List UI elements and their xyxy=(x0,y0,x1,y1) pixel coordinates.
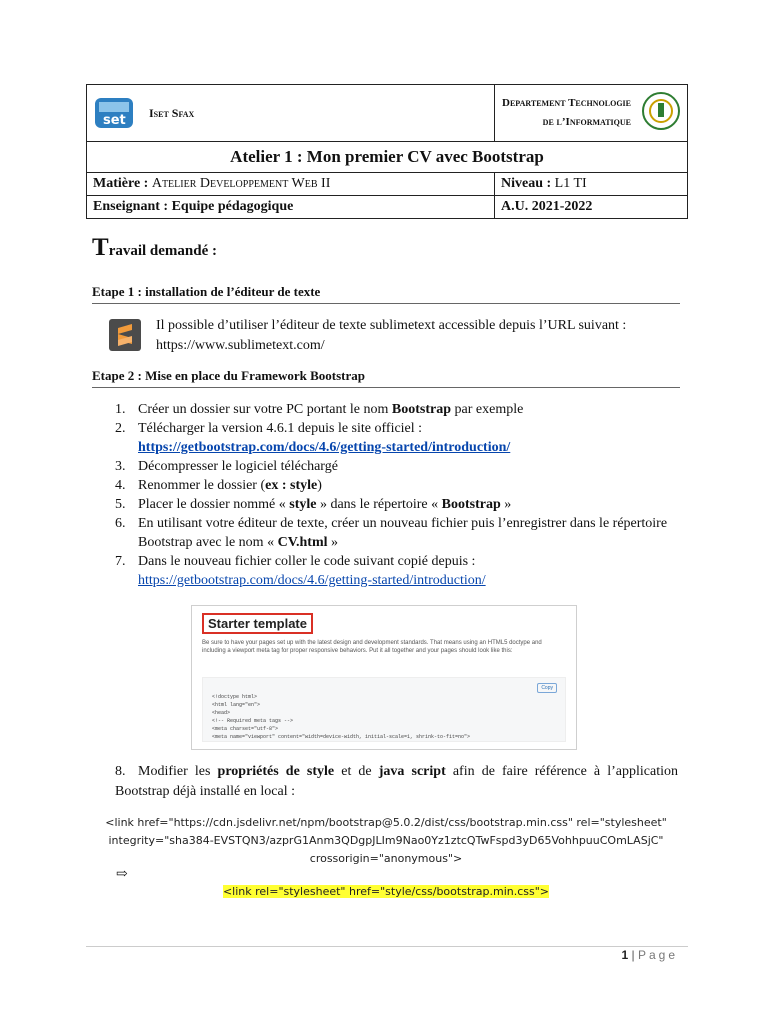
list-item xyxy=(115,476,680,495)
list-item xyxy=(115,514,680,552)
step-number: 3. xyxy=(115,459,126,474)
step-number: 1. xyxy=(115,402,126,417)
step-bold: style xyxy=(289,497,317,512)
page-number: 1 xyxy=(621,948,629,962)
starter-template-screenshot xyxy=(191,605,577,750)
header-left-cell xyxy=(87,85,495,142)
department-line1: Departement Technologie xyxy=(502,97,631,109)
list-item xyxy=(115,552,680,590)
step-text: et de xyxy=(334,764,379,779)
niveau-value: L1 TI xyxy=(554,176,587,191)
matiere-label: Matière : xyxy=(93,176,149,191)
etape2-title: Etape 2 : Mise en place du Framework Bootstrap xyxy=(92,368,365,383)
step-bold: propriétés de style xyxy=(217,764,335,779)
step-text: Décompresser le logiciel téléchargé xyxy=(138,459,338,474)
copy-button[interactable]: Copy xyxy=(537,683,557,693)
school-name: Iset Sfax xyxy=(149,105,195,120)
code-line: crossorigin="anonymous"> xyxy=(309,852,463,865)
step-text: » dans le répertoire « xyxy=(316,497,442,512)
steps-list xyxy=(115,400,680,590)
code-line: <!-- Required meta tags --> xyxy=(212,718,294,724)
heading-initial: T xyxy=(92,234,109,261)
step-bold: Bootstrap xyxy=(391,402,452,417)
au-value: 2021-2022 xyxy=(531,199,593,214)
niveau-cell xyxy=(495,173,688,196)
step-number: 6. xyxy=(115,516,126,531)
step-bold: ex : style xyxy=(265,478,318,493)
page-footer xyxy=(621,948,678,962)
heading-rest: ravail demandé : xyxy=(108,243,218,259)
arrow-icon: ⇨ xyxy=(116,867,128,882)
list-item xyxy=(115,400,680,419)
etape1-divider xyxy=(92,303,680,304)
document-title: Atelier 1 : Mon premier CV avec Bootstrap xyxy=(87,142,688,173)
niveau-label: Niveau : xyxy=(501,176,552,191)
etape2-divider xyxy=(92,387,680,388)
step-text: ) xyxy=(317,478,322,493)
bootstrap-docs-link[interactable]: https://getbootstrap.com/docs/4.6/getting-started/introduction/ xyxy=(138,440,511,455)
sublime-text-icon xyxy=(109,319,141,351)
step-8 xyxy=(115,762,678,802)
au-cell xyxy=(495,196,688,219)
step-text: » xyxy=(500,497,512,512)
header-table xyxy=(86,84,688,219)
step-text: par exemple xyxy=(451,402,524,417)
bootstrap-docs-link[interactable]: https://getbootstrap.com/docs/4.6/getting-started/introduction/ xyxy=(138,573,486,588)
cdn-link-code xyxy=(96,814,676,868)
enseignant-value: Equipe pédagogique xyxy=(171,199,294,214)
step-text: Créer un dossier sur votre PC portant le nom xyxy=(138,402,392,417)
etape1-text: Il possible d’utiliser l’éditeur de texte sublimetext accessible depuis l’URL suivant : https://www.sublimetext.com/ xyxy=(156,318,627,353)
iset-logo xyxy=(93,94,137,132)
step-text: » xyxy=(327,535,338,550)
step-number: 5. xyxy=(115,497,126,512)
footer-separator: | xyxy=(628,948,638,962)
list-item xyxy=(115,495,680,514)
footer-divider xyxy=(86,946,688,947)
starter-template-description: Be sure to have your pages set up with the latest design and development standards. That means using an HTML5 doctype and including a viewport meta tag for proper responsive behaviors. Put it all together and your pages should look like this: xyxy=(202,640,542,654)
code-line: integrity="sha384-EVSTQN3/azprG1Anm3QDgpJLIm9Nao0Yz1ztcQTwFspd3yD65VohhpuuCOmLASjC" xyxy=(108,834,664,847)
step-text: Dans le nouveau fichier coller le code suivant copié depuis : xyxy=(138,554,476,569)
university-emblem xyxy=(641,90,681,137)
code-line: <link href="https://cdn.jsdelivr.net/npm/bootstrap@5.0.2/dist/css/bootstrap.min.css" rel="stylesheet" xyxy=(105,816,667,829)
local-link-code xyxy=(96,883,676,901)
step-text: Télécharger la version 4.6.1 depuis le site officiel : xyxy=(138,421,423,436)
step-bold: java script xyxy=(378,764,446,779)
section-heading xyxy=(92,234,217,262)
code-line: <head> xyxy=(212,710,231,716)
etape1-title: Etape 1 : installation de l’éditeur de texte xyxy=(92,284,321,299)
code-line: <html lang="en"> xyxy=(212,702,261,708)
matiere-value: Atelier Developpement Web II xyxy=(151,176,331,191)
code-line: <!doctype html> xyxy=(212,694,258,700)
department-line2: de l’Informatique xyxy=(542,116,631,128)
department-name xyxy=(502,94,631,132)
step-number: 8. xyxy=(115,764,126,779)
highlighted-code: <link rel="stylesheet" href="style/css/bootstrap.min.css"> xyxy=(222,885,550,898)
step-text: Modifier les xyxy=(138,764,218,779)
step-text: afin de faire référence à l’application Bootstrap déjà installé en local : xyxy=(115,764,678,799)
step-text: En utilisant votre éditeur de texte, créer un nouveau fichier puis l’enregistrer dans le répertoire Bootstrap avec le nom « xyxy=(138,516,668,550)
step-number: 4. xyxy=(115,478,126,493)
starter-template-title: Starter template xyxy=(202,613,313,634)
step-bold: CV.html xyxy=(277,535,328,550)
header-right-cell xyxy=(495,85,688,142)
code-line: <meta name="viewport" content="width=device-width, initial-scale=1, shrink-to-fit=no"> xyxy=(212,734,471,740)
list-item xyxy=(115,457,680,476)
enseignant-cell xyxy=(87,196,495,219)
list-item xyxy=(115,419,680,457)
step-text: Renommer le dossier ( xyxy=(138,478,266,493)
code-sample xyxy=(202,677,566,742)
step-number: 2. xyxy=(115,421,126,436)
step-number: 7. xyxy=(115,554,126,569)
svg-text:set: set xyxy=(103,113,126,128)
step-bold: Bootstrap xyxy=(441,497,501,512)
page-word: Page xyxy=(637,948,678,962)
code-line: <meta charset="utf-8"> xyxy=(212,726,279,732)
enseignant-label: Enseignant : xyxy=(93,199,169,214)
step-text: Placer le dossier nommé « xyxy=(138,497,290,512)
matiere-cell xyxy=(87,173,495,196)
au-label: A.U. xyxy=(501,199,529,214)
